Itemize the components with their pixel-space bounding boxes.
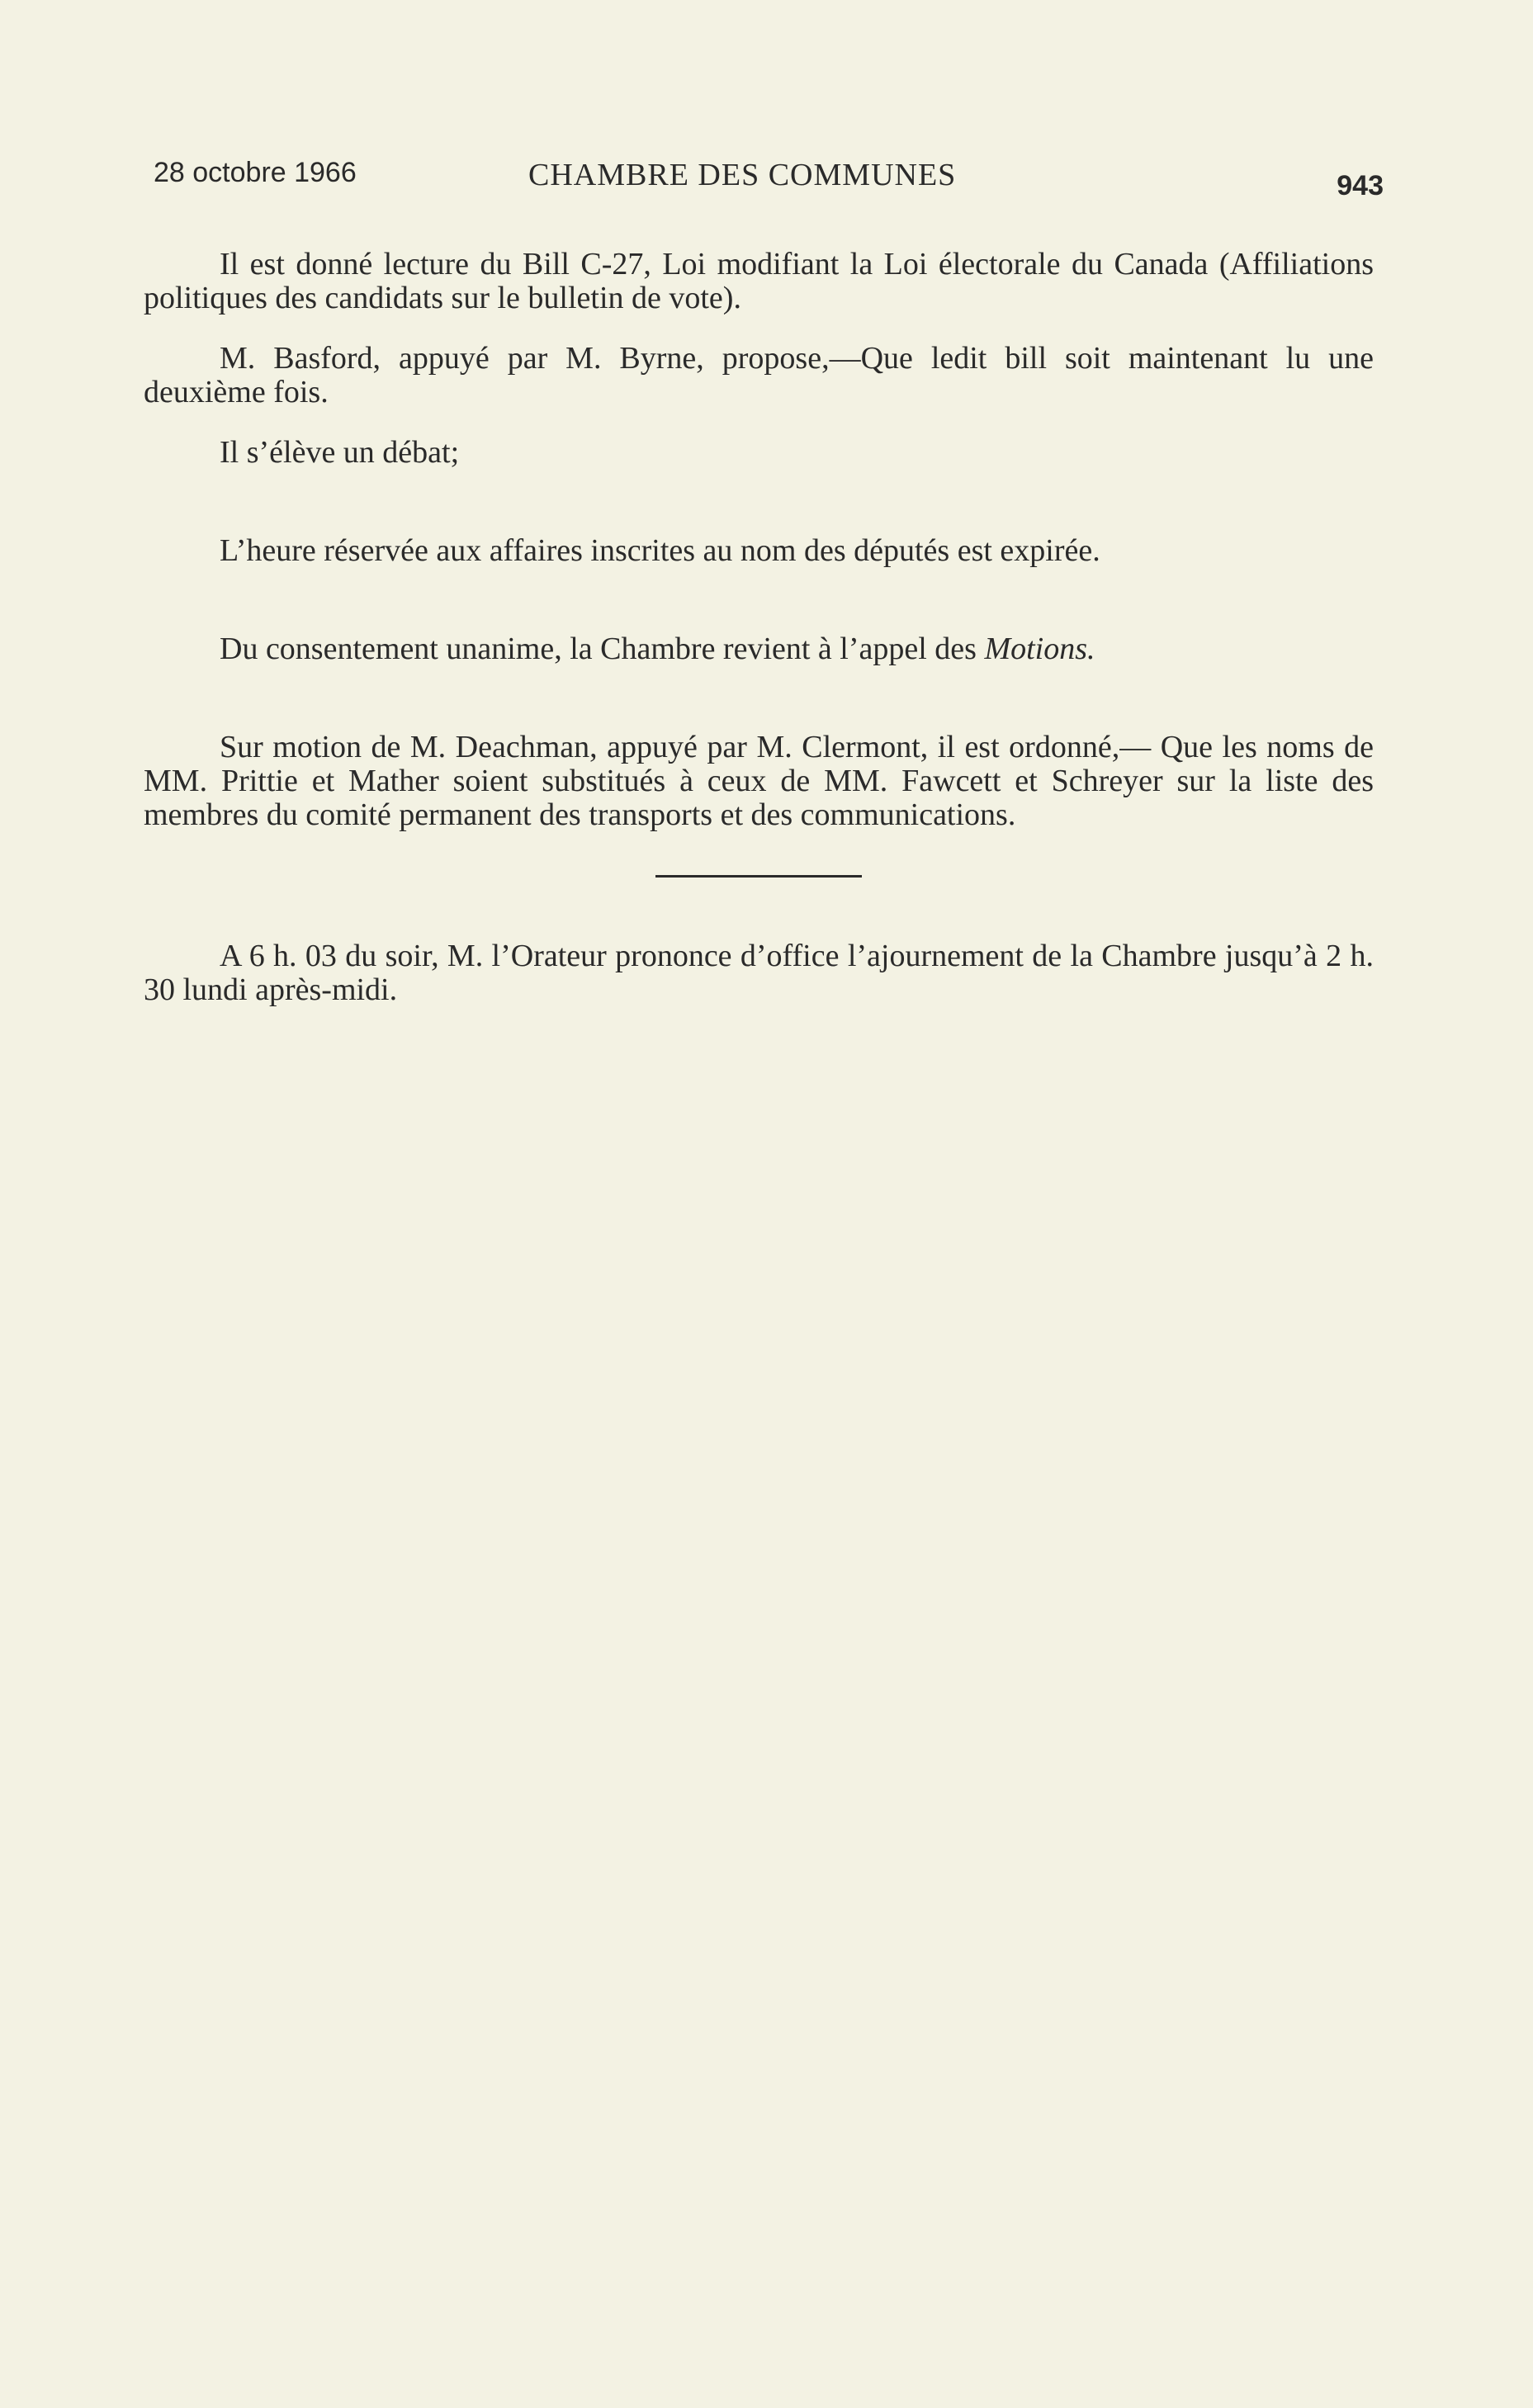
paragraph-unanimous-consent [144, 632, 1374, 666]
paragraph-motion-second-reading: M. Basford, appuyé par M. Byrne, propose,—Que ledit bill soit maintenant lu une deuxième fois. [144, 341, 1374, 409]
paragraph-bill-reading: Il est donné lecture du Bill C-27, Loi modifiant la Loi électorale du Canada (Affiliations politiques des candidats sur le bulletin de vote). [144, 247, 1374, 315]
page-number: 943 [1337, 170, 1384, 201]
page-header [154, 157, 1384, 206]
motions-italic: Motions. [984, 632, 1095, 666]
header-date: 28 octobre 1966 [154, 157, 357, 188]
section-divider [144, 832, 1374, 939]
paragraph-committee-substitution: Sur motion de M. Deachman, appuyé par M. Clermont, il est ordonné,— Que les noms de MM. Prittie et Mather soient substitués à ceux de MM. Fawcett et Schreyer sur la liste des membres du comité permanent des transports et des communications. [144, 730, 1374, 832]
header-title: CHAMBRE DES COMMUNES [528, 158, 957, 192]
paragraph-adjournment: A 6 h. 03 du soir, M. l’Orateur prononce d’office l’ajournement de la Chambre jusqu’à 2 h. 30 lundi après-midi. [144, 939, 1374, 1007]
page-body [144, 248, 1374, 1007]
paragraph-hour-expired: L’heure réservée aux affaires inscrites au nom des députés est expirée. [220, 533, 1100, 568]
divider-rule [655, 875, 862, 878]
paragraph-unanimous-consent-text: Du consentement unanime, la Chambre revient à l’appel des [220, 632, 985, 666]
paragraph-debate: Il s’élève un débat; [220, 435, 460, 470]
